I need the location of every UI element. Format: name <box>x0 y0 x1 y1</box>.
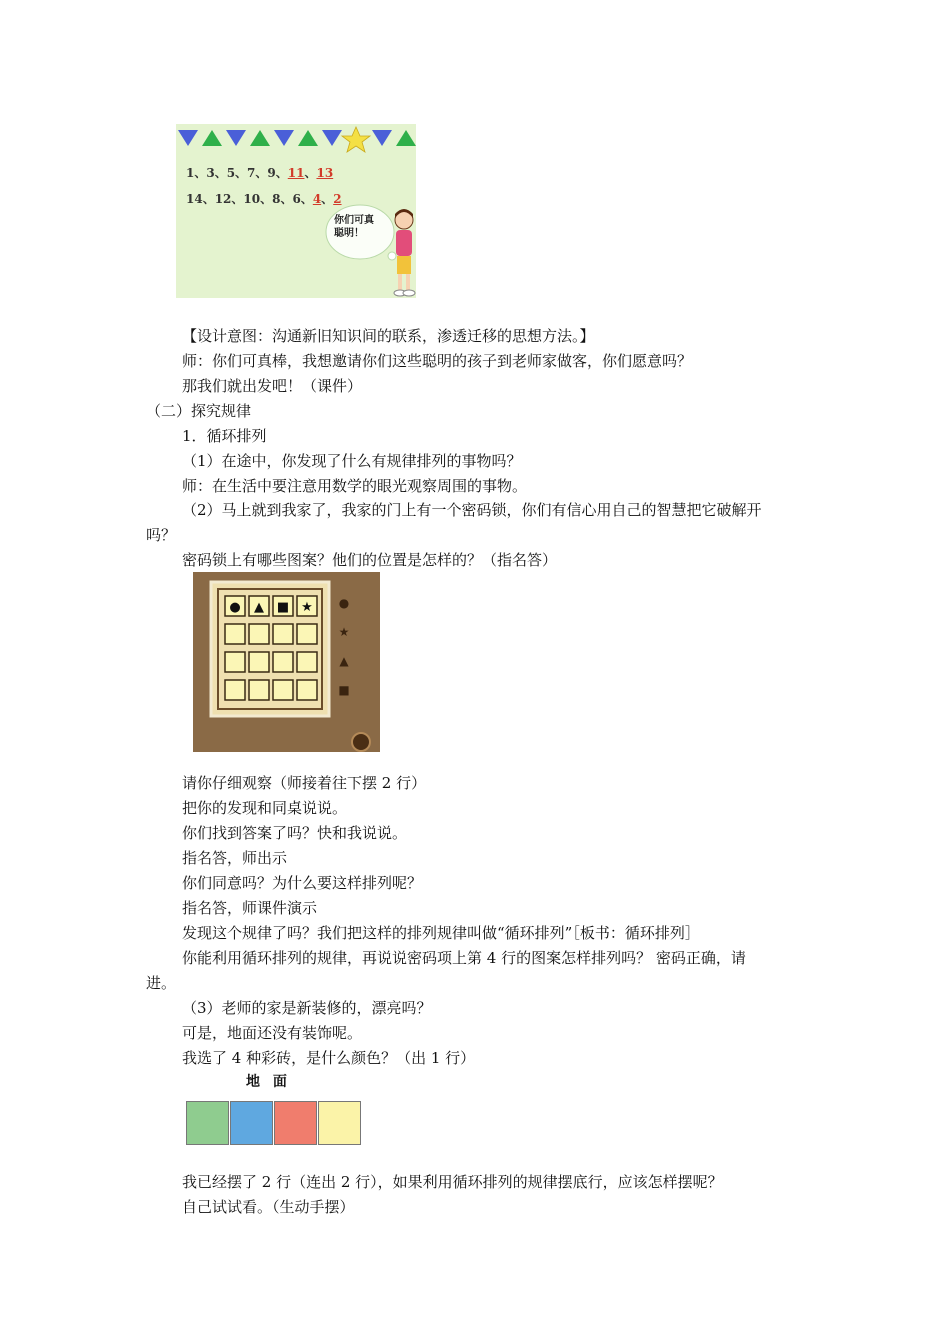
sequence-picture <box>176 124 416 298</box>
lock-cell <box>225 624 245 644</box>
text-line: 我已经摆了 2 行（连出 2 行），如果利用循环排列的规律摆底行，应该怎样摆呢？ <box>182 1173 723 1191</box>
tile-green <box>186 1101 229 1145</box>
side-symbol: ■ <box>338 683 350 697</box>
text-line: 师：你们可真棒，我想邀请你们这些聪明的孩子到老师家做客，你们愿意吗？ <box>182 352 693 370</box>
tile-yellow <box>318 1101 361 1145</box>
text-line: （1）在途中，你发现了什么有规律排列的事物吗？ <box>182 452 522 470</box>
section-heading: （二）探究规律 <box>146 402 252 420</box>
design-intent: 【设计意图：沟通新旧知识间的联系，渗透迁移的思想方法。】 <box>182 327 595 345</box>
lock-cell <box>249 680 269 700</box>
text-line: （2）马上就到我家了，我家的门上有一个密码锁，你们有信心用自己的智慧把它破解开 <box>182 501 762 519</box>
bubble-text: 你们可真聪明！ <box>334 215 374 239</box>
text-line: 你能利用循环排列的规律，再说说密码项上第 4 行的图案怎样排列吗？ 密码正确，请 <box>182 949 746 967</box>
lock-symbol: ● <box>229 600 241 615</box>
side-symbol: ● <box>338 596 350 610</box>
answer-2: 2 <box>333 192 342 206</box>
lock-cell <box>273 652 293 672</box>
lock-knob-icon <box>352 733 370 751</box>
girl-cartoon-icon <box>390 208 416 298</box>
text-line: 密码锁上有哪些图案？他们的位置是怎样的？（指名答） <box>182 551 558 569</box>
text-line: 吗？ <box>146 526 177 544</box>
text-line: 你们找到答案了吗？快和我说说。 <box>182 824 408 842</box>
text-line: 那我们就出发吧！（课件） <box>182 377 363 395</box>
text-line: 自己试试看。（生动手摆） <box>182 1198 355 1216</box>
answer-13: 13 <box>316 166 334 180</box>
text-line: 你们同意吗？为什么要这样排列呢？ <box>182 874 423 892</box>
text-line: 把你的发现和同桌说说。 <box>182 799 348 817</box>
lock-symbol: ■ <box>276 600 290 615</box>
lock-cell <box>225 680 245 700</box>
answer-11: 11 <box>287 166 305 180</box>
star-icon <box>342 127 370 152</box>
lock-symbol: ★ <box>301 600 313 615</box>
side-symbol: ▲ <box>339 654 349 668</box>
text-line: 可是，地面还没有装饰呢。 <box>182 1024 363 1042</box>
floor-tiles-picture <box>182 1071 366 1151</box>
lock-cell <box>249 652 269 672</box>
tile-blue <box>230 1101 273 1145</box>
text-line: 我选了 4 种彩砖，是什么颜色？（出 1 行） <box>182 1049 476 1067</box>
password-lock-picture <box>193 572 380 752</box>
text-line: 进。 <box>146 974 177 992</box>
text-line: 请你仔细观察（师接着往下摆 2 行） <box>182 774 427 792</box>
text-line: 指名答，师课件演示 <box>182 899 318 917</box>
lock-cell <box>297 652 317 672</box>
lock-symbol: ▲ <box>254 600 264 615</box>
triangle-row <box>176 126 416 156</box>
text-line: 师：在生活中要注意用数学的眼光观察周围的事物。 <box>182 477 528 495</box>
answer-4: 4 <box>312 192 322 206</box>
sequence-even: 14、12、10、8、6、4、2 <box>186 192 342 206</box>
lock-cell <box>297 680 317 700</box>
text-line: （3）老师的家是新装修的，漂亮吗？ <box>182 999 432 1017</box>
subsection-heading: 1．循环排列 <box>182 427 267 445</box>
lock-cell <box>225 652 245 672</box>
lock-cell <box>249 624 269 644</box>
lock-cell <box>297 624 317 644</box>
sequence-odd: 1、3、5、7、9、11、13 <box>186 166 334 180</box>
side-symbol: ★ <box>338 625 350 639</box>
text-line: 发现这个规律了吗？我们把这样的排列规律叫做“循环排列”［板书：循环排列］ <box>182 924 700 942</box>
text-line: 指名答，师出示 <box>182 849 288 867</box>
lock-cell <box>273 624 293 644</box>
lock-cell <box>273 680 293 700</box>
floor-title: 地 面 <box>246 1074 291 1090</box>
tile-red <box>274 1101 317 1145</box>
